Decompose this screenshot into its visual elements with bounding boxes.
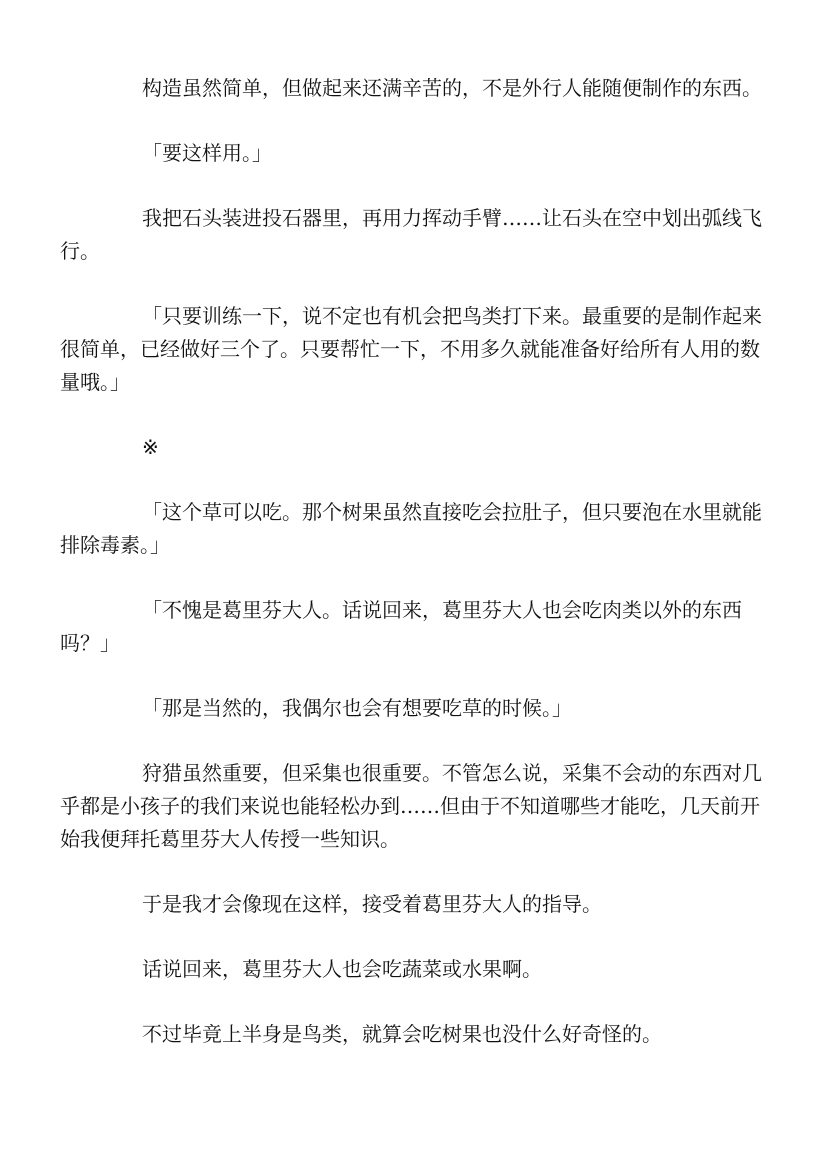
paragraph-7: 「那是当然的，我偶尔也会有想要吃草的时候。」 <box>142 696 572 720</box>
paragraph-5: 「这个草可以吃。那个树果虽然直接吃会拉肚子，但只要泡在水里就能排除毒素。」 <box>60 500 762 557</box>
paragraph-2: 「要这样用。」 <box>142 141 272 165</box>
paragraph-3: 我把石头装进投石器里，再用力挥动手臂……让石头在空中划出弧线飞行。 <box>60 206 762 263</box>
section-break-symbol: ※ <box>142 435 159 459</box>
paragraph-1: 构造虽然简单，但做起来还满辛苦的，不是外行人能随便制作的东西。 <box>142 76 762 100</box>
paragraph-6: 「不愧是葛里芬大人。话说回来，葛里芬大人也会吃肉类以外的东西吗？」 <box>60 598 742 655</box>
paragraph-11: 不过毕竟上半身是鸟类，就算会吃树果也没什么好奇怪的。 <box>142 1022 662 1046</box>
paragraph-10: 话说回来，葛里芬大人也会吃蔬菜或水果啊。 <box>142 957 542 981</box>
paragraph-4: 「只要训练一下，说不定也有机会把鸟类打下来。最重要的是制作起来很简单，已经做好三个了。只要帮忙一下，不用多久就能准备好给所有人用的数量哦。」 <box>60 304 762 394</box>
paragraph-9: 于是我才会像现在这样，接受着葛里芬大人的指导。 <box>142 892 602 916</box>
document-page <box>60 72 772 1083</box>
paragraph-8: 狩猎虽然重要，但采集也很重要。不管怎么说，采集不会动的东西对几乎都是小孩子的我们来说也能轻松办到……但由于不知道哪些才能吃，几天前开始我便拜托葛里芬大人传授一些知识。 <box>60 761 762 851</box>
